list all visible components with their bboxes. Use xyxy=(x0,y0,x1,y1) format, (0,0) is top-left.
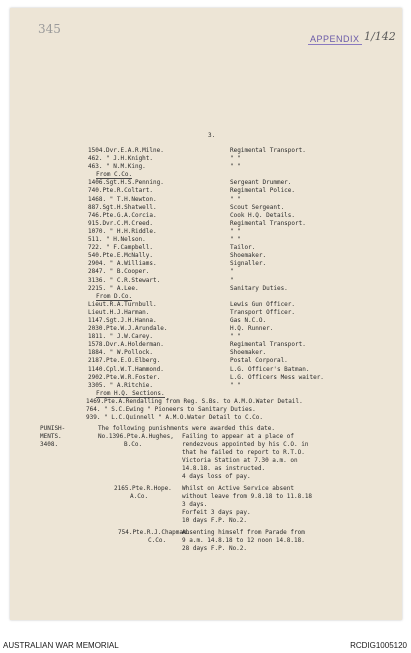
personnel-row xyxy=(10,252,402,260)
punishment-text: Whilst on Active Service absent xyxy=(182,485,294,492)
personnel-name: 764. " S.C.Ewing " Pioneers to Sanitary Duties. xyxy=(86,406,256,413)
offender-name: 2165.Pte.R.Hope. xyxy=(114,485,172,492)
personnel-name: 740.Pte.R.Coltart. xyxy=(88,187,154,195)
punishment-text: 3 days. xyxy=(182,501,208,508)
personnel-row xyxy=(10,212,402,220)
personnel-row xyxy=(10,228,402,236)
personnel-duty: Shoemaker. xyxy=(230,252,267,260)
personnel-name: 511. " H.Nelson. xyxy=(88,236,146,244)
section-heading-text: From D.Co. xyxy=(96,292,133,300)
personnel-row xyxy=(10,244,402,252)
personnel-duty: Transport Officer. xyxy=(230,308,296,316)
personnel-name: 915.Dvr.C.M.Creed. xyxy=(88,219,154,227)
personnel-name: 1070. " H.H.Riddle. xyxy=(88,227,157,235)
personnel-name: 2187.Pte.E.O.Elberg. xyxy=(88,357,161,365)
personnel-name: 1140.Cpl.W.T.Hammond. xyxy=(88,365,164,373)
personnel-duty: Regimental Transport. xyxy=(230,219,306,227)
punishment-text: 28 days F.P. No.2. xyxy=(182,545,248,552)
personnel-duty: Regimental Transport. xyxy=(230,147,306,154)
personnel-row xyxy=(10,309,402,317)
personnel-duty: Tailor. xyxy=(230,244,256,252)
punishment-text: 9 a.m. 14.8.18 to 12 noon 14.8.18. xyxy=(182,537,305,544)
personnel-row xyxy=(10,187,402,195)
personnel-duty: " " xyxy=(230,333,241,341)
personnel-name: Lieut.H.J.Harman. xyxy=(88,308,150,316)
personnel-name: 2030.Pte.W.J.Arundale. xyxy=(88,325,168,333)
personnel-row xyxy=(10,147,402,155)
punishments-label: PUNISH- MENTS. 3408. xyxy=(40,425,66,448)
personnel-row xyxy=(10,260,402,268)
personnel-name: 1811. " J.W.Carey. xyxy=(88,333,154,341)
personnel-name: 1884. " W.Pollock. xyxy=(88,349,154,357)
offender-company: A.Co. xyxy=(130,493,149,500)
punishment-text: Victoria Station at 7.30 a.m. on xyxy=(182,457,298,464)
personnel-duty: " xyxy=(230,276,234,284)
punishment-text: Failing to appear at a place of xyxy=(182,433,294,440)
document-page xyxy=(10,8,402,620)
personnel-name: 887.Sgt.H.Shatwell. xyxy=(88,203,157,211)
page-number: 3. xyxy=(208,132,216,139)
offender-name: No.1396.Pte.A.Hughes, xyxy=(98,433,174,440)
section-heading xyxy=(96,390,165,398)
personnel-row xyxy=(10,357,402,365)
punishment-text: 4 days loss of pay. xyxy=(182,473,251,480)
personnel-duty: " " xyxy=(230,236,241,244)
personnel-name: 1469.Pte.A.Rendalling from Reg. S.Bs. to A.M.O.Water Detail. xyxy=(86,397,303,405)
punishment-text: Absenting himself from Parade from xyxy=(182,529,305,536)
punishment-text: 14.8.18. as instructed. xyxy=(182,465,266,472)
section-heading xyxy=(96,171,132,179)
personnel-name: 1578.Dvr.A.Holderman. xyxy=(88,341,164,349)
section-heading-text: From H.Q. Sections. xyxy=(96,389,165,397)
personnel-name: 1468. " T.H.Newton. xyxy=(88,195,157,203)
section-heading-row xyxy=(10,390,402,398)
personnel-row xyxy=(10,236,402,244)
personnel-name: 939. " L.C.Quinnell " A.M.O.Water Detail to C.Co. xyxy=(86,414,264,422)
section-heading-row xyxy=(10,171,402,179)
personnel-name: 1147.Sgt.J.H.Hanna. xyxy=(88,316,157,324)
personnel-row xyxy=(10,285,402,293)
personnel-row xyxy=(10,414,402,422)
personnel-name: 3305. " A.Ritchie. xyxy=(88,381,154,389)
personnel-duty: Signaller. xyxy=(230,260,267,268)
personnel-name: 746.Pte.G.A.Corcia. xyxy=(88,211,157,219)
personnel-row xyxy=(10,204,402,212)
personnel-duty: Shoemaker. xyxy=(230,349,267,357)
personnel-duty: L.G. Officers Mess waiter. xyxy=(230,373,324,381)
personnel-list xyxy=(10,147,402,422)
personnel-name: 2215. " A.Lee. xyxy=(88,284,139,292)
handwritten-folio-number: 1/142 xyxy=(364,30,396,43)
punishment-entry xyxy=(118,529,408,553)
personnel-row xyxy=(10,366,402,374)
personnel-duty: " " xyxy=(230,163,241,171)
personnel-duty: Sergeant Drummer. xyxy=(230,179,292,187)
personnel-row xyxy=(10,155,402,163)
personnel-row xyxy=(10,301,402,309)
personnel-name: 463. " N.M.King. xyxy=(88,163,146,171)
personnel-duty: " " xyxy=(230,227,241,235)
appendix-stamp: APPENDIX xyxy=(310,34,360,44)
personnel-duty: " xyxy=(230,268,234,276)
archive-reference: RCDIG1005120 xyxy=(350,641,407,650)
personnel-duty: Regimental Police. xyxy=(230,187,296,195)
personnel-row xyxy=(10,349,402,357)
personnel-name: 1406.Sgt.H.S.Penning. xyxy=(88,179,164,187)
personnel-duty: Sanitary Duties. xyxy=(230,284,288,292)
personnel-duty: " " xyxy=(230,155,241,163)
punishment-text: that he failed to report to R.T.O. xyxy=(182,449,305,456)
punishment-text: 10 days F.P. No.2. xyxy=(182,517,248,524)
punishment-text: without leave from 9.8.18 to 11.8.18 xyxy=(182,493,313,500)
personnel-row xyxy=(10,398,402,406)
personnel-row xyxy=(10,317,402,325)
personnel-name: 462. " J.H.Knight. xyxy=(88,155,154,163)
personnel-duty: Scout Sergeant. xyxy=(230,203,285,211)
archive-footer xyxy=(0,638,411,653)
personnel-name: 2902.Pte.W.R.Foster. xyxy=(88,373,161,381)
personnel-name: 722. " F.Campbell. xyxy=(88,244,154,252)
personnel-duty: L.G. Officer's Batman. xyxy=(230,365,310,373)
personnel-duty: " " xyxy=(230,381,241,389)
personnel-duty: Postal Corporal. xyxy=(230,357,288,365)
personnel-duty: Regimental Transport. xyxy=(230,341,306,349)
personnel-duty: Gas N.C.O. xyxy=(230,316,267,324)
personnel-row xyxy=(10,268,402,276)
corner-folio-number: 345 xyxy=(38,22,61,36)
personnel-row xyxy=(10,325,402,333)
punishment-text: Forfeit 3 days pay. xyxy=(182,509,251,516)
archive-name: AUSTRALIAN WAR MEMORIAL xyxy=(3,641,119,650)
punishments-intro: The following punishments were awarded this date. xyxy=(98,425,276,432)
personnel-name: 3136. " C.R.Stewart. xyxy=(88,276,161,284)
personnel-row xyxy=(10,382,402,390)
personnel-row xyxy=(10,163,402,171)
personnel-row xyxy=(10,220,402,228)
punishment-text: rendezvous appointed by his C.O. in xyxy=(182,441,309,448)
punishment-entry xyxy=(98,433,398,481)
personnel-duty: Cook H.Q. Details. xyxy=(230,211,296,219)
personnel-row xyxy=(10,341,402,349)
personnel-name: 1504.Dvr.E.A.R.Milne. xyxy=(88,147,164,154)
offender-company: C.Co. xyxy=(148,537,167,544)
personnel-row xyxy=(10,277,402,285)
section-heading xyxy=(96,293,132,301)
offender-company: B.Co. xyxy=(124,441,143,448)
personnel-name: Lieut.R.A.Turnbull. xyxy=(88,300,157,308)
personnel-row xyxy=(10,196,402,204)
section-heading-text: From C.Co. xyxy=(96,171,133,179)
personnel-row xyxy=(10,179,402,187)
personnel-duty: Lewis Gun Officer. xyxy=(230,300,296,308)
personnel-name: 2904. " A.Williams. xyxy=(88,260,157,268)
personnel-row xyxy=(10,406,402,414)
offender-name: 754.Pte.R.J.Chapman. xyxy=(118,529,191,536)
personnel-duty: H.Q. Runner. xyxy=(230,325,274,333)
punishment-entry xyxy=(114,485,404,525)
personnel-row xyxy=(10,333,402,341)
personnel-duty: " " xyxy=(230,195,241,203)
personnel-name: 540.Pte.E.McNally. xyxy=(88,252,154,260)
section-heading-row xyxy=(10,293,402,301)
personnel-name: 2847. " B.Cooper. xyxy=(88,268,150,276)
personnel-row xyxy=(10,374,402,382)
